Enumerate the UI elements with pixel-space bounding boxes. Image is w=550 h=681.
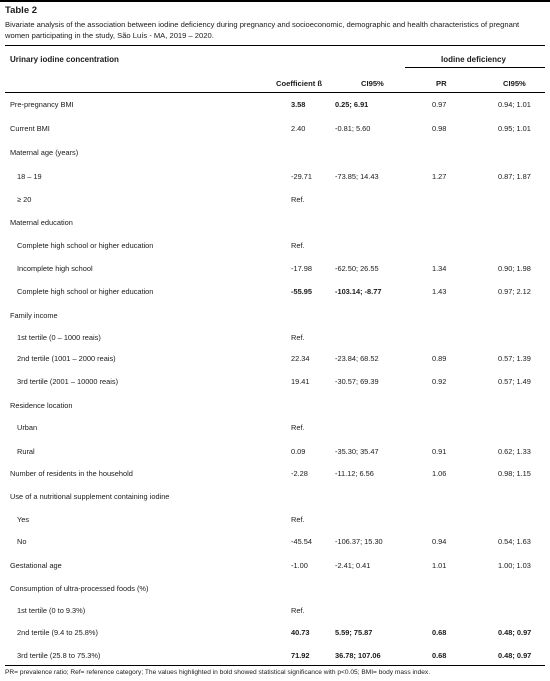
- table-row: [0, 241, 550, 252]
- cell-coef: -45.54: [291, 537, 312, 546]
- cell-pr: 1.01: [432, 561, 447, 570]
- cell-ci2: 0.87; 1.87: [498, 172, 531, 181]
- cell-coef: 3.58: [291, 100, 306, 109]
- table-row: [0, 492, 550, 503]
- cell-label: Use of a nutritional supplement containing iodine: [10, 492, 170, 501]
- table-row: [0, 333, 550, 344]
- cell-ci2: 0.95; 1.01: [498, 124, 531, 133]
- cell-ci2: 1.00; 1.03: [498, 561, 531, 570]
- table-row: [0, 561, 550, 572]
- cell-label: Current BMI: [10, 124, 50, 133]
- cell-label: 3rd tertile (2001 – 10000 reais): [17, 377, 119, 386]
- cell-coef: Ref.: [291, 606, 305, 615]
- cell-ci2: 0.94; 1.01: [498, 100, 531, 109]
- table-row: [0, 606, 550, 617]
- cell-coef: -1.00: [291, 561, 308, 570]
- table-row: [0, 172, 550, 183]
- cell-ci: -2.41; 0.41: [335, 561, 371, 570]
- cell-pr: 0.98: [432, 124, 447, 133]
- cell-label: No: [17, 537, 27, 546]
- cell-label: Incomplete high school: [17, 264, 93, 273]
- header-rule-bottom: [5, 92, 545, 93]
- table-row: [0, 148, 550, 159]
- cell-label: Number of residents in the household: [10, 469, 133, 478]
- cell-pr: 0.97: [432, 100, 447, 109]
- cell-label: 3rd tertile (25.8 to 75.3%): [17, 651, 101, 660]
- cell-ci: -30.57; 69.39: [335, 377, 379, 386]
- cell-label: 1st tertile (0 to 9.3%): [17, 606, 86, 615]
- cell-ci: -35.30; 35.47: [335, 447, 379, 456]
- table-row: [0, 264, 550, 275]
- cell-ci: -106.37; 15.30: [335, 537, 383, 546]
- cell-ci: -23.84; 68.52: [335, 354, 379, 363]
- cell-coef: -17.98: [291, 264, 312, 273]
- col-header-ci95: CI95%: [361, 79, 384, 88]
- cell-coef: Ref.: [291, 515, 305, 524]
- cell-label: Complete high school or higher education: [17, 241, 154, 250]
- cell-label: Urban: [17, 423, 38, 432]
- cell-ci2: 0.48; 0.97: [498, 628, 532, 637]
- cell-ci2: 0.48; 0.97: [498, 651, 532, 660]
- cell-coef: Ref.: [291, 195, 305, 204]
- table-row: [0, 195, 550, 206]
- table-title: Table 2: [5, 5, 38, 16]
- cell-coef: 0.09: [291, 447, 306, 456]
- cell-ci: -73.85; 14.43: [335, 172, 379, 181]
- cell-pr: 0.68: [432, 628, 447, 637]
- cell-pr: 0.68: [432, 651, 447, 660]
- table-row: [0, 311, 550, 322]
- table-row: [0, 218, 550, 229]
- col-header-coefficient: Coefficient ß: [276, 79, 322, 88]
- cell-pr: 0.91: [432, 447, 447, 456]
- table-row: [0, 423, 550, 434]
- table-row: [0, 515, 550, 526]
- header-rule-top: [5, 45, 545, 46]
- cell-label: Maternal age (years): [10, 148, 79, 157]
- cell-ci2: 0.62; 1.33: [498, 447, 531, 456]
- cell-coef: 22.34: [291, 354, 310, 363]
- cell-pr: 1.27: [432, 172, 447, 181]
- cell-ci: 36.78; 107.06: [335, 651, 381, 660]
- col-header-ci95-2: CI95%: [503, 79, 526, 88]
- cell-ci: -103.14; -8.77: [335, 287, 382, 296]
- cell-coef: 71.92: [291, 651, 310, 660]
- cell-pr: 1.06: [432, 469, 447, 478]
- table-caption: Bivariate analysis of the association between iodine deficiency during pregnancy and socioeconomic, demographic and health characteristics of pregnant women participating in the study, São Luís - MA, 2019 – 2020.: [5, 20, 520, 40]
- cell-label: Pre-pregnancy BMI: [10, 100, 74, 109]
- cell-label: Gestational age: [10, 561, 62, 570]
- table-row: [0, 469, 550, 480]
- cell-label: ≥ 20: [17, 195, 32, 204]
- cell-label: Residence location: [10, 401, 73, 410]
- cell-coef: 40.73: [291, 628, 310, 637]
- table-row: [0, 651, 550, 662]
- table-row: [0, 287, 550, 298]
- cell-ci: -0.81; 5.60: [335, 124, 371, 133]
- cell-label: Complete high school or higher education: [17, 287, 154, 296]
- cell-pr: 1.34: [432, 264, 447, 273]
- cell-pr: 0.89: [432, 354, 447, 363]
- table-bottom-rule: [5, 665, 545, 666]
- cell-label: Family income: [10, 311, 58, 320]
- table-row: [0, 401, 550, 412]
- table-row: [0, 447, 550, 458]
- table-footnote: PR= prevalence ratio; Ref= reference category; The values highlighted in bold showed statistical significance with p<0.05; BMI= body mass index.: [5, 669, 431, 676]
- cell-coef: 2.40: [291, 124, 306, 133]
- group-header-right: Iodine deficiency: [441, 55, 506, 64]
- cell-coef: -55.95: [291, 287, 312, 296]
- group-header-left: Urinary iodine concentration: [10, 55, 119, 64]
- table-row: [0, 100, 550, 111]
- cell-pr: 0.92: [432, 377, 447, 386]
- cell-coef: Ref.: [291, 333, 305, 342]
- cell-label: 2nd tertile (1001 – 2000 reais): [17, 354, 116, 363]
- cell-ci: -11.12; 6.56: [335, 469, 374, 478]
- cell-label: 1st tertile (0 – 1000 reais): [17, 333, 101, 342]
- cell-coef: -29.71: [291, 172, 312, 181]
- cell-ci2: 0.57; 1.39: [498, 354, 531, 363]
- col-header-pr: PR: [436, 79, 447, 88]
- cell-coef: Ref.: [291, 241, 305, 250]
- cell-ci: 0.25; 6.91: [335, 100, 369, 109]
- table-row: [0, 628, 550, 639]
- table-row: [0, 584, 550, 595]
- cell-coef: -2.28: [291, 469, 308, 478]
- top-rule: [0, 0, 550, 2]
- cell-ci: 5.59; 75.87: [335, 628, 373, 637]
- cell-ci: -62.50; 26.55: [335, 264, 379, 273]
- table-row: [0, 377, 550, 388]
- cell-ci2: 0.97; 2.12: [498, 287, 531, 296]
- cell-label: Yes: [17, 515, 30, 524]
- cell-coef: 19.41: [291, 377, 310, 386]
- cell-pr: 1.43: [432, 287, 447, 296]
- cell-ci2: 0.90; 1.98: [498, 264, 531, 273]
- cell-label: Consumption of ultra-processed foods (%): [10, 584, 149, 593]
- cell-ci2: 0.57; 1.49: [498, 377, 531, 386]
- cell-label: 2nd tertile (9.4 to 25.8%): [17, 628, 98, 637]
- table-row: [0, 354, 550, 365]
- cell-coef: Ref.: [291, 423, 305, 432]
- cell-pr: 0.94: [432, 537, 447, 546]
- cell-label: Maternal education: [10, 218, 73, 227]
- table-row: [0, 124, 550, 135]
- cell-ci2: 0.98; 1.15: [498, 469, 531, 478]
- cell-label: 18 – 19: [17, 172, 42, 181]
- cell-ci2: 0.54; 1.63: [498, 537, 531, 546]
- cell-label: Rural: [17, 447, 35, 456]
- group-header-underline: [405, 67, 545, 68]
- table-row: [0, 537, 550, 548]
